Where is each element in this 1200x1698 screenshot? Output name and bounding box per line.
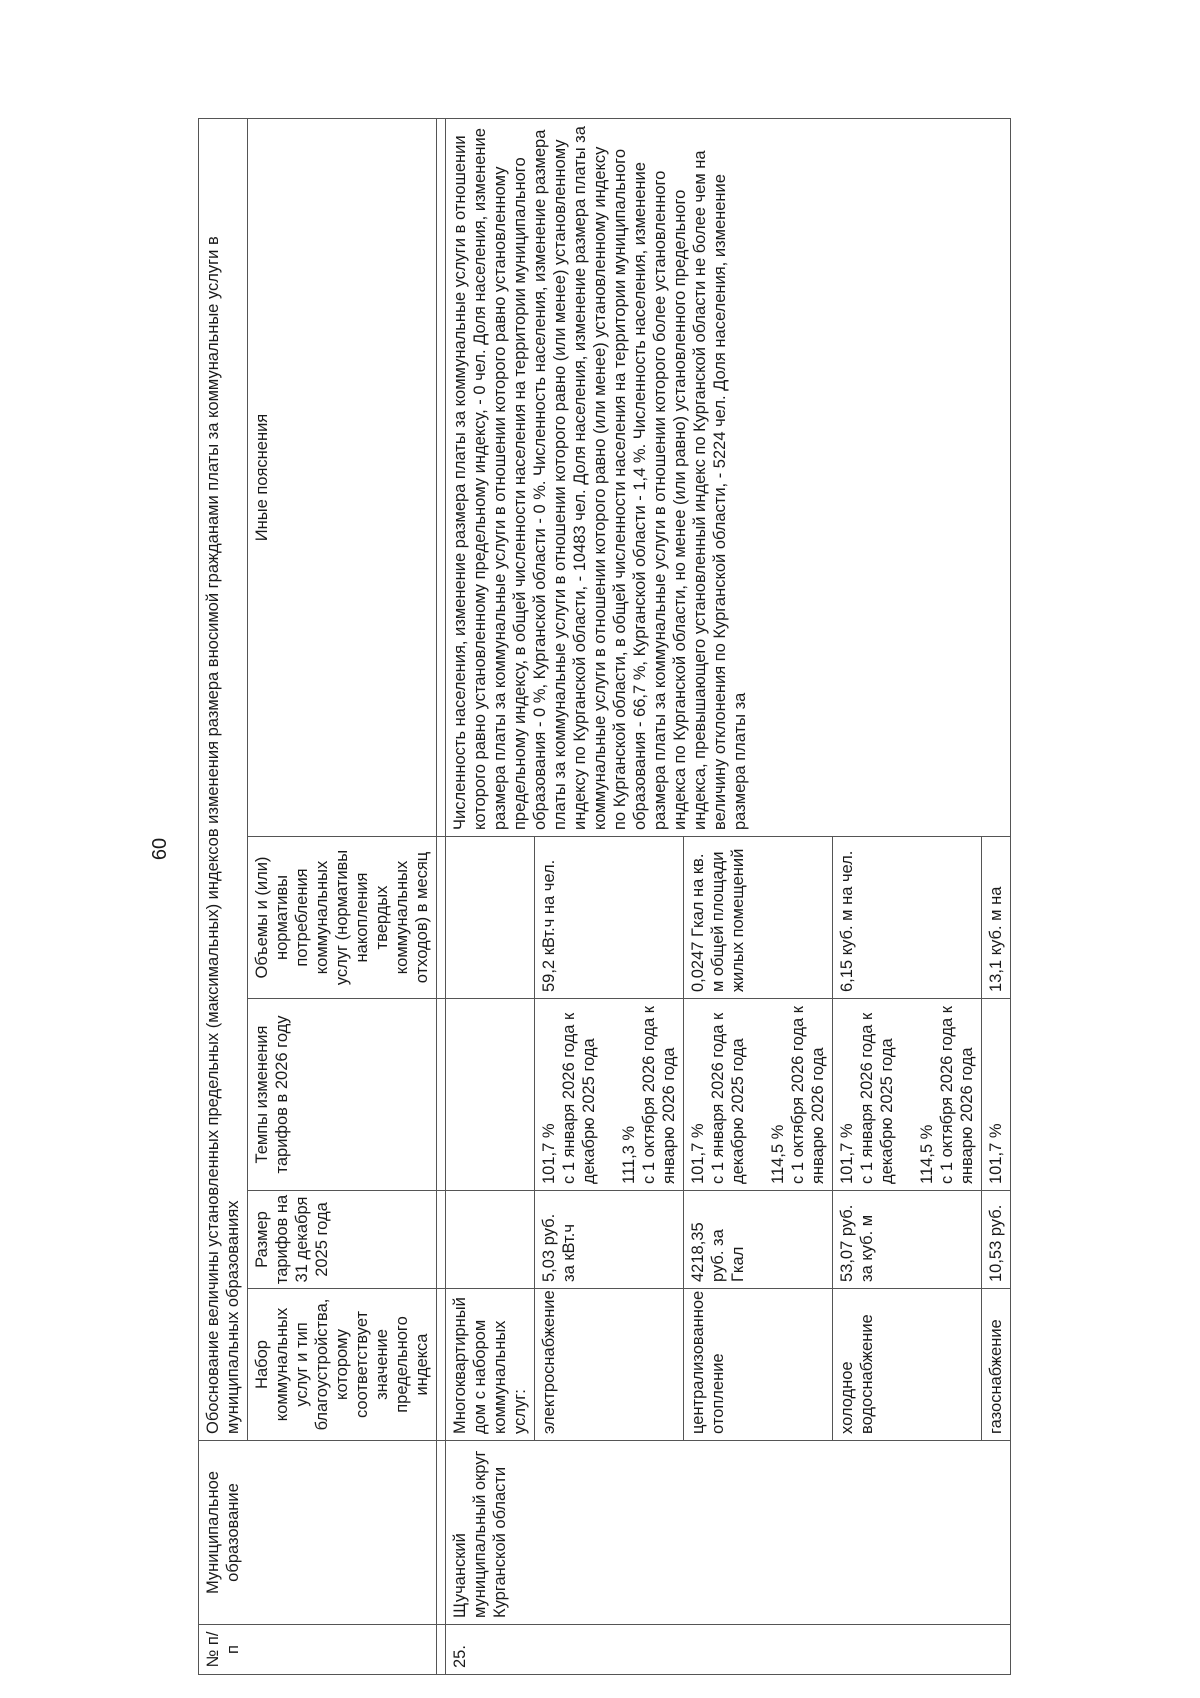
rate-pct: 111,3 % <box>620 1125 638 1184</box>
service-volume: 13,1 куб. м на <box>982 837 1011 999</box>
header-num: № п/п <box>199 1625 437 1675</box>
service-tariff: 5,03 руб. за кВт.ч <box>535 1191 684 1289</box>
service-tariff: 4218,35 руб. за Гкал <box>684 1191 833 1289</box>
header-rates: Темпы изменения тарифов в 2026 году <box>248 999 437 1191</box>
header-volumes: Объемы и (или) нормативы потребления коммунальных услуг (нормативы накопления твердых коммунальных отходов) в месяц <box>248 837 437 999</box>
page-number: 60 <box>149 837 171 861</box>
rate-pct: 114,5 % <box>769 1124 787 1184</box>
tariff-table <box>198 118 1011 1675</box>
rate-period: с 1 октября 2026 года к январю 2026 года <box>640 1006 678 1184</box>
entry-notes: Численность населения, изменение размера платы за коммунальные услуги в отношении которого равно установленному предельному индексу, - 0 чел. Доля населения, изменение размера платы за коммунальные услуги в отношении которого равно установленному предельному индексу, в общей численности населения на территории муниципального образования - 0 %, Курганской области - 0 %. Численность населения, изменение размера платы за коммунальные услуги в отношении которого равно (или менее) установленному индексу по Курганской области, - 10483 чел. Доля населения, изменение размера платы за коммунальные услуги в отношении которого равно (или менее) установленному индексу по Курганской области, в общей численности населения на территории муниципального образования - 66,7 %, Курганской области - 1,4 %. Численность населения, изменение размера платы за коммунальные услуги в отношении которого более установленного индекса по Курганской области, но менее (или равно) установленного предельного индекса, превышающего установленный индекс по Курганской области не более чем на величину отклонения по Курганской области, - 5224 чел. Доля населения, изменение размера платы за <box>446 118 1011 836</box>
entry-number: 25. <box>446 1625 1011 1675</box>
service-rates <box>982 999 1011 1191</box>
service-rates <box>684 999 833 1191</box>
rate-pct: 101,7 % <box>987 1123 1005 1184</box>
rate-period: с 1 января 2026 года к декабрю 2025 года <box>858 1012 896 1184</box>
rate-period: с 1 января 2026 года к декабрю 2025 года <box>560 1012 598 1184</box>
service-tariff: 10,53 руб. <box>982 1191 1011 1289</box>
rate-pct: 101,7 % <box>540 1123 558 1184</box>
service-rates <box>535 999 684 1191</box>
header-span-title: Обоснование величины установленных предельных (максимальных) индексов изменения размера вносимой гражданами платы за коммунальные услуги в муниципальных образованиях <box>199 118 248 1440</box>
service-tariff: 53,07 руб. за куб. м <box>833 1191 982 1289</box>
service-rates <box>833 999 982 1191</box>
rotated-page-content <box>198 119 1056 1675</box>
rate-period: с 1 октября 2026 года к январю 2026 года <box>938 1006 976 1184</box>
entry-municipality: Щучанский муниципальный округ Курганской области <box>446 1441 1011 1625</box>
service-volume: 6,15 куб. м на чел. <box>833 837 982 999</box>
rate-period: с 1 января 2026 года к декабрю 2025 года <box>709 1012 747 1184</box>
service-name: электроснабжение <box>535 1289 684 1441</box>
rate-pct: 114,5 % <box>918 1124 936 1184</box>
header-notes: Иные пояснения <box>248 118 437 836</box>
header-tariff: Размер тарифов на 31 декабря 2025 года <box>248 1191 437 1289</box>
header-services: Набор коммунальных услуг и тип благоустройства, которому соответствует значение предельного индекса <box>248 1289 437 1441</box>
service-volume: 0,0247 Гкал на кв. м общей площади жилых помещений <box>684 837 833 999</box>
service-name: холодное водоснабжение <box>833 1289 982 1441</box>
housing-type: Многоквартирный дом с набором коммунальных услуг: <box>446 1289 535 1441</box>
rate-pct: 101,7 % <box>838 1123 856 1184</box>
service-name: газоснабжение <box>982 1289 1011 1441</box>
service-volume: 59,2 кВт.ч на чел. <box>535 837 684 999</box>
header-municipality: Муниципальное образование <box>199 1441 437 1625</box>
rate-pct: 101,7 % <box>689 1123 707 1184</box>
service-name: централизованное отопление <box>684 1289 833 1441</box>
rate-period: с 1 октября 2026 года к январю 2026 года <box>789 1006 827 1184</box>
